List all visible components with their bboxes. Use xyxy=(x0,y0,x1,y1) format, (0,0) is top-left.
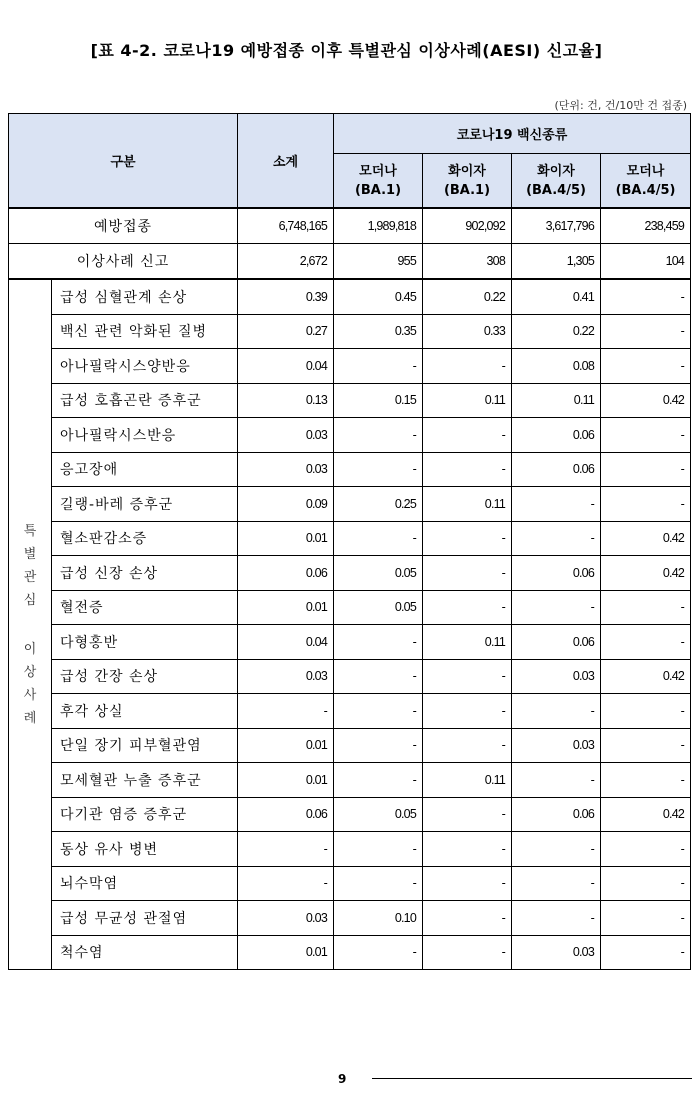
table-row xyxy=(9,935,691,970)
cell-value: 0.25 xyxy=(334,487,423,522)
table-row xyxy=(9,694,691,729)
cell-value: 0.22 xyxy=(423,279,512,314)
header-vaccine: 화이자 (BA.1) xyxy=(423,154,512,209)
group-label-gap xyxy=(9,612,51,638)
cell-value: - xyxy=(423,521,512,556)
header-vaccine: 모더나 (BA.1) xyxy=(334,154,423,209)
group-label-char: 특 xyxy=(23,523,37,539)
row-label: 예방접종 xyxy=(9,208,238,244)
cell-value: 0.03 xyxy=(238,418,334,453)
cell-value: 308 xyxy=(423,244,512,280)
cell-value: - xyxy=(423,866,512,901)
cell-value: - xyxy=(601,832,691,867)
cell-value: - xyxy=(512,590,601,625)
cell-value: - xyxy=(423,418,512,453)
table-row xyxy=(9,314,691,349)
cell-value: 902,092 xyxy=(423,208,512,244)
cell-value: - xyxy=(334,349,423,384)
table-row xyxy=(9,556,691,591)
table-row xyxy=(9,797,691,832)
cell-value: 0.06 xyxy=(512,418,601,453)
table-row xyxy=(9,349,691,384)
cell-value: 0.04 xyxy=(238,625,334,660)
cell-value: - xyxy=(423,935,512,970)
row-label: 급성 심혈관계 손상 xyxy=(52,279,238,314)
cell-value: - xyxy=(334,452,423,487)
cell-value: - xyxy=(423,349,512,384)
cell-value: 0.13 xyxy=(238,383,334,418)
cell-value: 0.41 xyxy=(512,279,601,314)
cell-value: - xyxy=(512,832,601,867)
cell-value: - xyxy=(423,452,512,487)
cell-value: - xyxy=(512,763,601,798)
cell-value: 0.05 xyxy=(334,797,423,832)
table-row xyxy=(9,659,691,694)
cell-value: 0.05 xyxy=(334,590,423,625)
row-label: 아나필락시스반응 xyxy=(52,418,238,453)
cell-value: 0.42 xyxy=(601,659,691,694)
row-label: 다기관 염증 증후군 xyxy=(52,797,238,832)
aesi-table xyxy=(8,113,691,970)
cell-value: - xyxy=(512,694,601,729)
cell-value: - xyxy=(601,590,691,625)
row-label: 모세혈관 누출 증후군 xyxy=(52,763,238,798)
cell-value: 0.03 xyxy=(238,452,334,487)
cell-value: - xyxy=(423,590,512,625)
cell-value: - xyxy=(601,418,691,453)
cell-value: - xyxy=(238,866,334,901)
cell-value: - xyxy=(423,694,512,729)
table-row xyxy=(9,208,691,244)
table-row xyxy=(9,901,691,936)
footer-rule xyxy=(372,1078,692,1079)
cell-value: - xyxy=(423,659,512,694)
row-label: 척수염 xyxy=(52,935,238,970)
cell-value: - xyxy=(334,866,423,901)
cell-value: 0.01 xyxy=(238,935,334,970)
row-label: 급성 신장 손상 xyxy=(52,556,238,591)
cell-value: 0.10 xyxy=(334,901,423,936)
cell-value: 0.01 xyxy=(238,763,334,798)
cell-value: 0.15 xyxy=(334,383,423,418)
row-label: 급성 호흡곤란 증후군 xyxy=(52,383,238,418)
table-row xyxy=(9,728,691,763)
table-row xyxy=(9,487,691,522)
cell-value: - xyxy=(334,728,423,763)
table-row xyxy=(9,521,691,556)
cell-value: 0.27 xyxy=(238,314,334,349)
table-title: [표 4-2. 코로나19 예방접종 이후 특별관심 이상사례(AESI) 신고율] xyxy=(90,41,603,60)
cell-value: - xyxy=(334,521,423,556)
cell-value: 0.22 xyxy=(512,314,601,349)
cell-value: 0.06 xyxy=(238,556,334,591)
cell-value: 0.11 xyxy=(512,383,601,418)
row-label: 길랭-바레 증후군 xyxy=(52,487,238,522)
unit-note: (단위: 건, 건/10만 건 접종) xyxy=(554,99,687,112)
cell-value: 0.08 xyxy=(512,349,601,384)
cell-value: 0.03 xyxy=(238,901,334,936)
cell-value: - xyxy=(601,487,691,522)
cell-value: 238,459 xyxy=(601,208,691,244)
row-label: 단일 장기 피부혈관염 xyxy=(52,728,238,763)
row-label: 급성 간장 손상 xyxy=(52,659,238,694)
cell-value: - xyxy=(512,901,601,936)
cell-value: - xyxy=(334,418,423,453)
cell-value: 0.06 xyxy=(512,625,601,660)
cell-value: - xyxy=(601,763,691,798)
cell-value: 0.05 xyxy=(334,556,423,591)
table-row xyxy=(9,763,691,798)
cell-value: - xyxy=(334,935,423,970)
cell-value: - xyxy=(238,694,334,729)
cell-value: - xyxy=(334,625,423,660)
cell-value: - xyxy=(512,487,601,522)
group-label-char: 별 xyxy=(23,546,37,562)
cell-value: 3,617,796 xyxy=(512,208,601,244)
group-label-char: 사 xyxy=(23,687,37,703)
cell-value: 0.42 xyxy=(601,383,691,418)
table-row xyxy=(9,279,691,314)
cell-value: 0.42 xyxy=(601,521,691,556)
header-vaccine: 화이자 (BA.4/5) xyxy=(512,154,601,209)
cell-value: - xyxy=(601,694,691,729)
cell-value: 104 xyxy=(601,244,691,280)
cell-value: 0.03 xyxy=(238,659,334,694)
row-label: 아나필락시스양반응 xyxy=(52,349,238,384)
table-row xyxy=(9,418,691,453)
cell-value: - xyxy=(423,832,512,867)
row-label: 동상 유사 병변 xyxy=(52,832,238,867)
cell-value: - xyxy=(601,279,691,314)
cell-value: 0.11 xyxy=(423,625,512,660)
row-label: 후각 상실 xyxy=(52,694,238,729)
cell-value: 0.11 xyxy=(423,383,512,418)
cell-value: 0.03 xyxy=(512,728,601,763)
cell-value: 1,305 xyxy=(512,244,601,280)
table-row xyxy=(9,625,691,660)
cell-value: - xyxy=(423,797,512,832)
cell-value: - xyxy=(601,349,691,384)
cell-value: 0.45 xyxy=(334,279,423,314)
cell-value: 0.06 xyxy=(238,797,334,832)
table-row xyxy=(9,244,691,280)
page-number: 9 xyxy=(338,1072,347,1086)
table-row xyxy=(9,452,691,487)
cell-value: 0.35 xyxy=(334,314,423,349)
group-label-char: 례 xyxy=(23,710,37,726)
row-label: 혈소판감소증 xyxy=(52,521,238,556)
cell-value: - xyxy=(423,556,512,591)
header-subtotal: 소계 xyxy=(238,114,334,209)
row-label: 다형홍반 xyxy=(52,625,238,660)
cell-value: 0.09 xyxy=(238,487,334,522)
table-row xyxy=(9,832,691,867)
table-row xyxy=(9,590,691,625)
cell-value: 0.42 xyxy=(601,797,691,832)
row-label: 혈전증 xyxy=(52,590,238,625)
cell-value: - xyxy=(334,694,423,729)
cell-value: 0.06 xyxy=(512,452,601,487)
group-label-char: 관 xyxy=(23,569,37,585)
cell-value: 6,748,165 xyxy=(238,208,334,244)
group-label-vertical xyxy=(9,279,52,970)
cell-value: 1,989,818 xyxy=(334,208,423,244)
cell-value: 0.03 xyxy=(512,935,601,970)
table-row xyxy=(9,866,691,901)
header-category: 구분 xyxy=(9,114,238,209)
cell-value: 0.11 xyxy=(423,487,512,522)
cell-value: 0.11 xyxy=(423,763,512,798)
cell-value: - xyxy=(601,728,691,763)
cell-value: 955 xyxy=(334,244,423,280)
header-vaccine: 모더나 (BA.4/5) xyxy=(601,154,691,209)
group-label-char: 이 xyxy=(23,641,37,657)
cell-value: - xyxy=(601,314,691,349)
row-label: 이상사례 신고 xyxy=(9,244,238,280)
cell-value: - xyxy=(601,935,691,970)
cell-value: - xyxy=(334,659,423,694)
cell-value: - xyxy=(238,832,334,867)
row-label: 급성 무균성 관절염 xyxy=(52,901,238,936)
cell-value: 0.04 xyxy=(238,349,334,384)
cell-value: 0.06 xyxy=(512,556,601,591)
cell-value: 0.01 xyxy=(238,590,334,625)
header-vaccine-group: 코로나19 백신종류 xyxy=(334,114,691,154)
cell-value: - xyxy=(423,901,512,936)
row-label: 백신 관련 악화된 질병 xyxy=(52,314,238,349)
row-label: 응고장애 xyxy=(52,452,238,487)
group-label-char: 상 xyxy=(23,664,37,680)
group-label-char: 심 xyxy=(23,592,37,608)
table-row xyxy=(9,383,691,418)
cell-value: - xyxy=(423,728,512,763)
cell-value: - xyxy=(601,901,691,936)
cell-value: - xyxy=(601,625,691,660)
cell-value: 0.01 xyxy=(238,521,334,556)
cell-value: - xyxy=(601,452,691,487)
cell-value: 0.42 xyxy=(601,556,691,591)
cell-value: 2,672 xyxy=(238,244,334,280)
cell-value: 0.33 xyxy=(423,314,512,349)
cell-value: - xyxy=(512,866,601,901)
cell-value: - xyxy=(512,521,601,556)
cell-value: 0.39 xyxy=(238,279,334,314)
cell-value: 0.06 xyxy=(512,797,601,832)
cell-value: - xyxy=(601,866,691,901)
cell-value: 0.01 xyxy=(238,728,334,763)
cell-value: - xyxy=(334,832,423,867)
row-label: 뇌수막염 xyxy=(52,866,238,901)
cell-value: 0.03 xyxy=(512,659,601,694)
cell-value: - xyxy=(334,763,423,798)
